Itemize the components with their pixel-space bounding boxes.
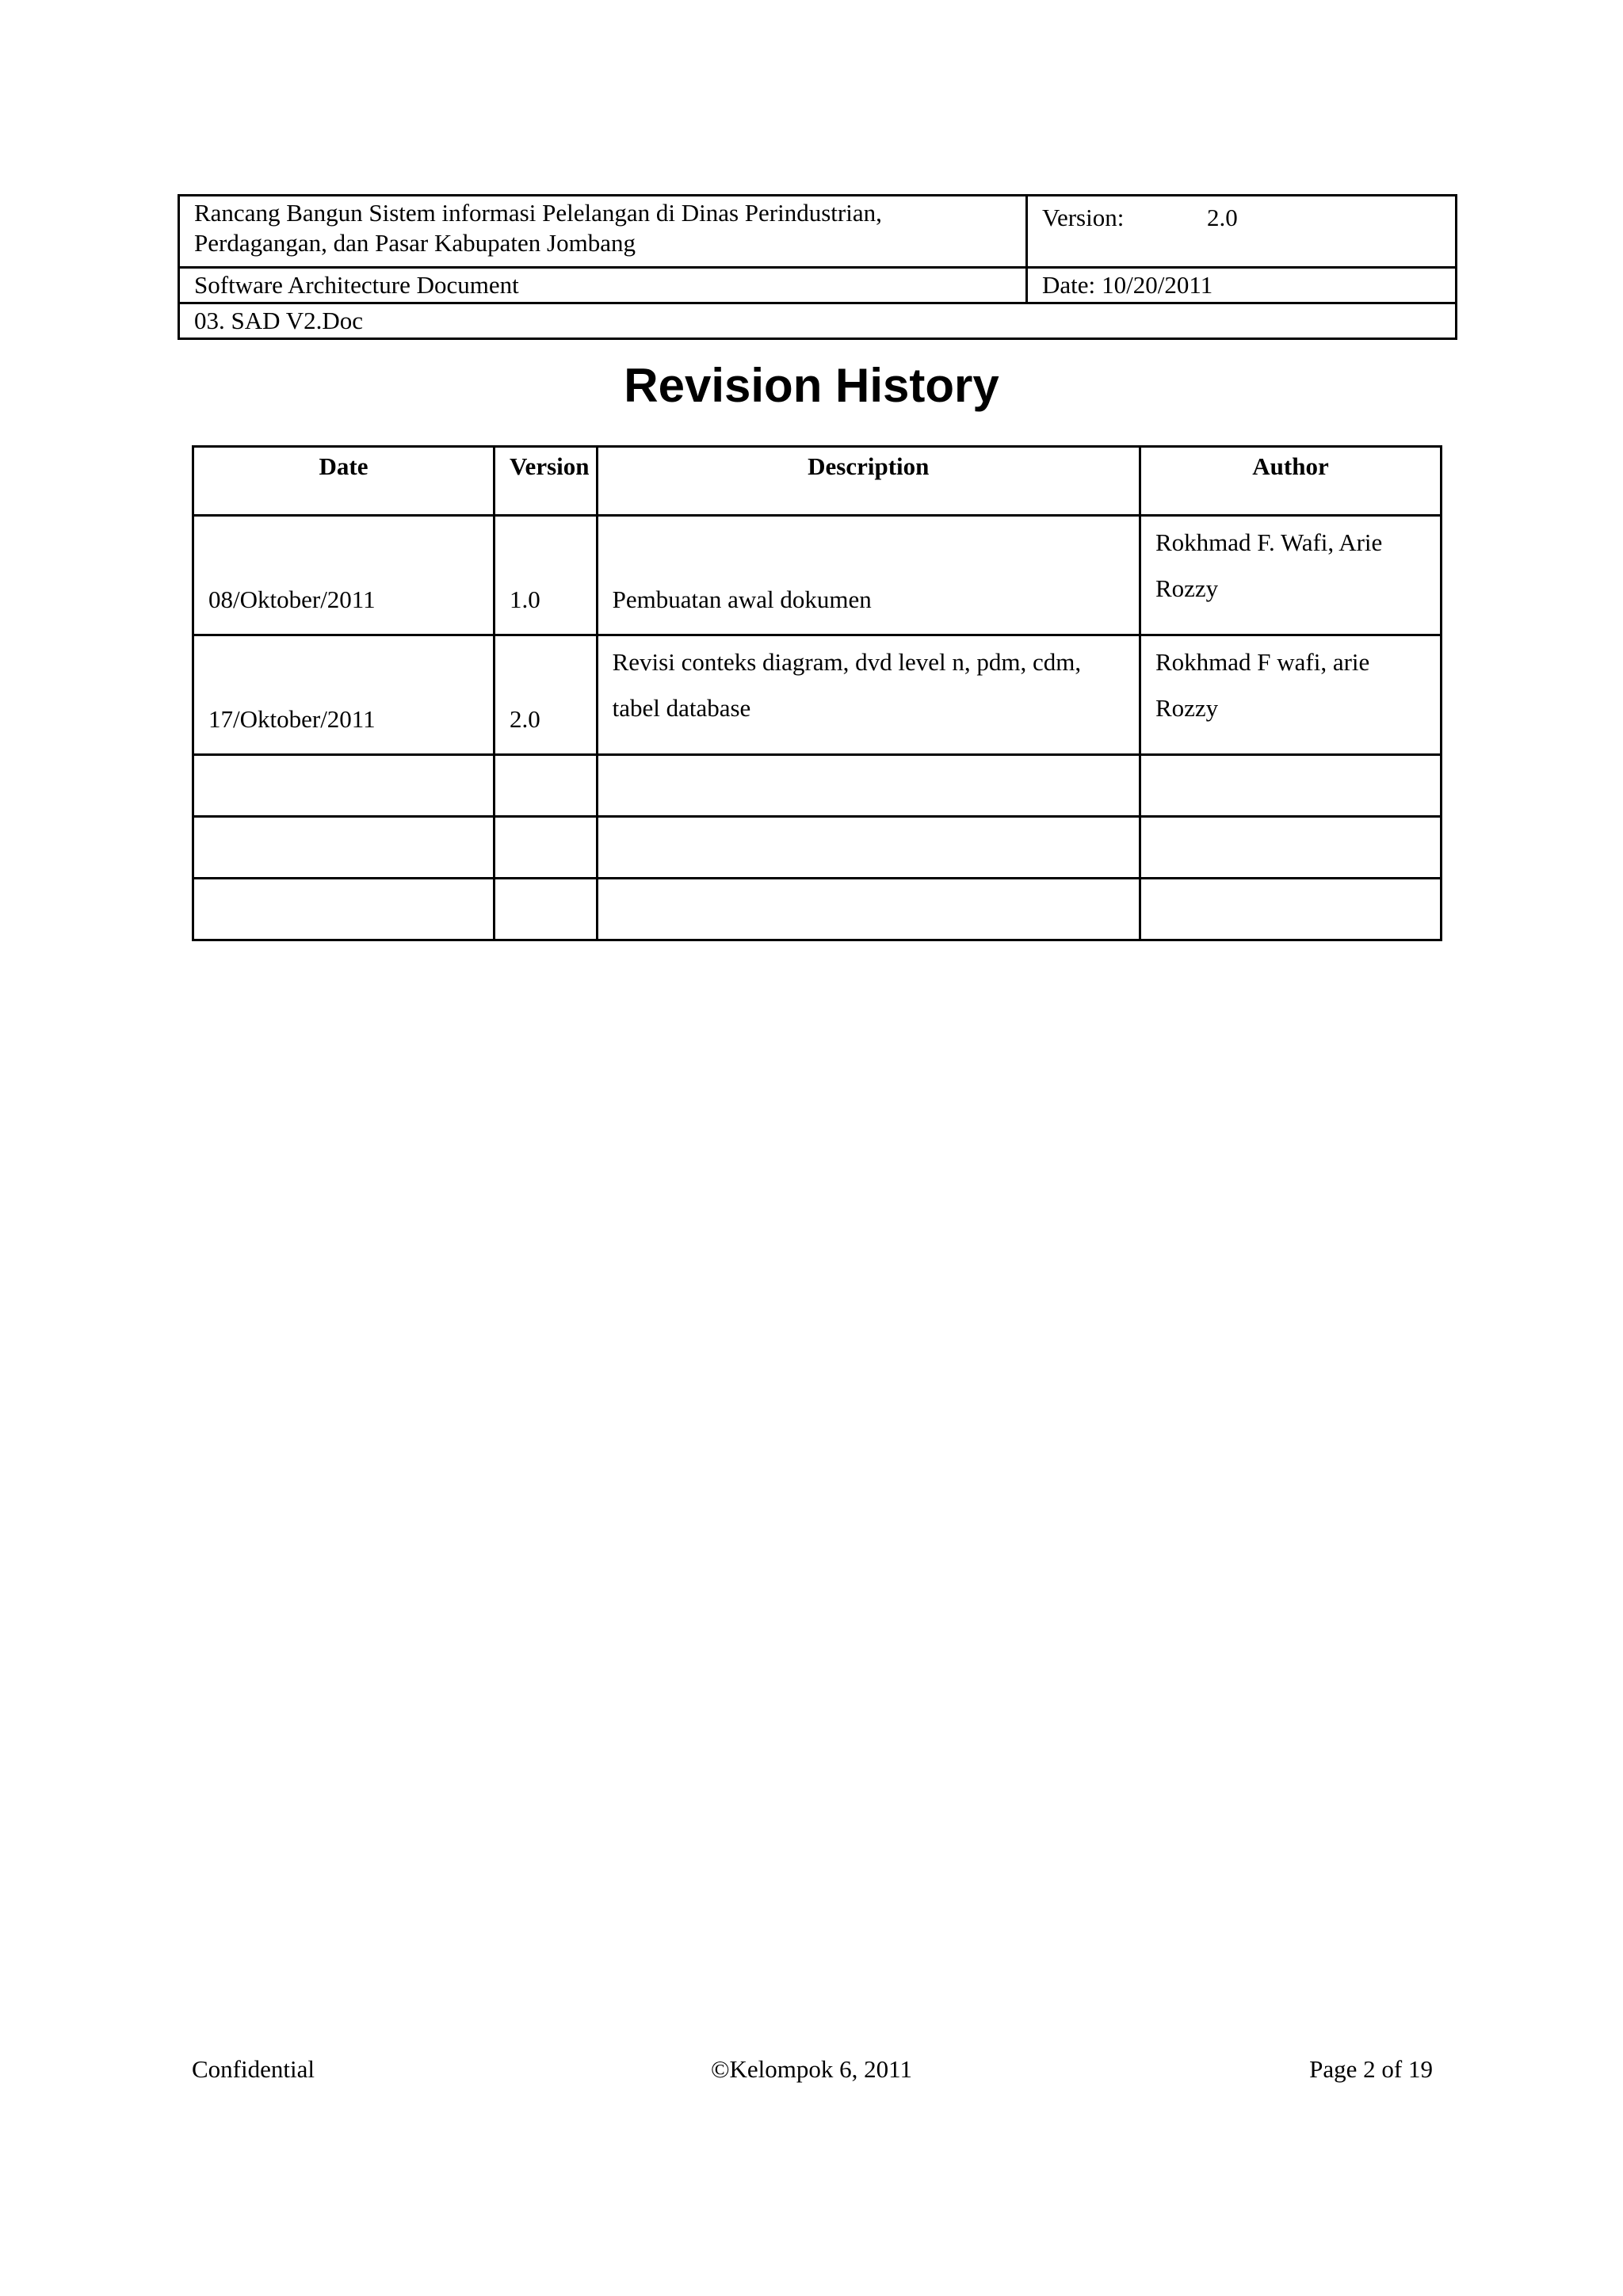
column-header-description: Description bbox=[597, 447, 1140, 516]
empty-cell bbox=[1140, 817, 1441, 879]
column-header-version: Version bbox=[495, 447, 598, 516]
empty-table-row bbox=[193, 817, 1442, 879]
file-name-cell bbox=[179, 303, 1457, 339]
cell-version: 2.0 bbox=[495, 635, 598, 755]
footer-confidential: Confidential bbox=[192, 2055, 315, 2083]
empty-cell bbox=[1140, 879, 1441, 940]
version-value: 2.0 bbox=[1207, 204, 1238, 231]
cell-version: 1.0 bbox=[495, 516, 598, 635]
document-name: Software Architecture Document bbox=[194, 271, 519, 299]
date-value: 10/20/2011 bbox=[1102, 271, 1213, 299]
project-title: Rancang Bangun Sistem informasi Pelelangan di Dinas Perindustrian, Perdagangan, dan Pasar Kabupaten Jombang bbox=[194, 199, 882, 257]
version-cell bbox=[1027, 196, 1457, 268]
table-header-row bbox=[193, 447, 1442, 516]
empty-cell bbox=[1140, 755, 1441, 817]
file-name: 03. SAD V2.Doc bbox=[194, 307, 363, 334]
cell-date: 08/Oktober/2011 bbox=[193, 516, 495, 635]
document-header-table bbox=[178, 194, 1457, 340]
empty-cell bbox=[193, 817, 495, 879]
cell-description: Pembuatan awal dokumen bbox=[597, 516, 1140, 635]
empty-cell bbox=[495, 817, 598, 879]
document-name-cell bbox=[179, 268, 1027, 303]
empty-cell bbox=[495, 755, 598, 817]
empty-cell bbox=[193, 755, 495, 817]
empty-cell bbox=[597, 817, 1140, 879]
empty-cell bbox=[597, 755, 1140, 817]
empty-table-row bbox=[193, 755, 1442, 817]
footer-copyright: ©Kelompok 6, 2011 bbox=[710, 2055, 913, 2083]
cell-date: 17/Oktober/2011 bbox=[193, 635, 495, 755]
project-title-cell bbox=[179, 196, 1027, 268]
column-header-date: Date bbox=[193, 447, 495, 516]
empty-cell bbox=[193, 879, 495, 940]
footer-page-number: Page 2 of 19 bbox=[1309, 2055, 1433, 2083]
table-row bbox=[193, 516, 1442, 635]
version-label: Version: bbox=[1042, 204, 1125, 231]
revision-history-table bbox=[192, 445, 1442, 941]
cell-author: Rokhmad F wafi, arie Rozzy bbox=[1140, 635, 1441, 755]
date-cell bbox=[1027, 268, 1457, 303]
empty-cell bbox=[495, 879, 598, 940]
empty-table-row bbox=[193, 879, 1442, 940]
page-title: Revision History bbox=[624, 359, 999, 412]
cell-author: Rokhmad F. Wafi, Arie Rozzy bbox=[1140, 516, 1441, 635]
column-header-author: Author bbox=[1140, 447, 1441, 516]
table-row bbox=[193, 635, 1442, 755]
date-label: Date: bbox=[1042, 271, 1096, 299]
empty-cell bbox=[597, 879, 1140, 940]
cell-description: Revisi conteks diagram, dvd level n, pdm, cdm, tabel database bbox=[597, 635, 1140, 755]
